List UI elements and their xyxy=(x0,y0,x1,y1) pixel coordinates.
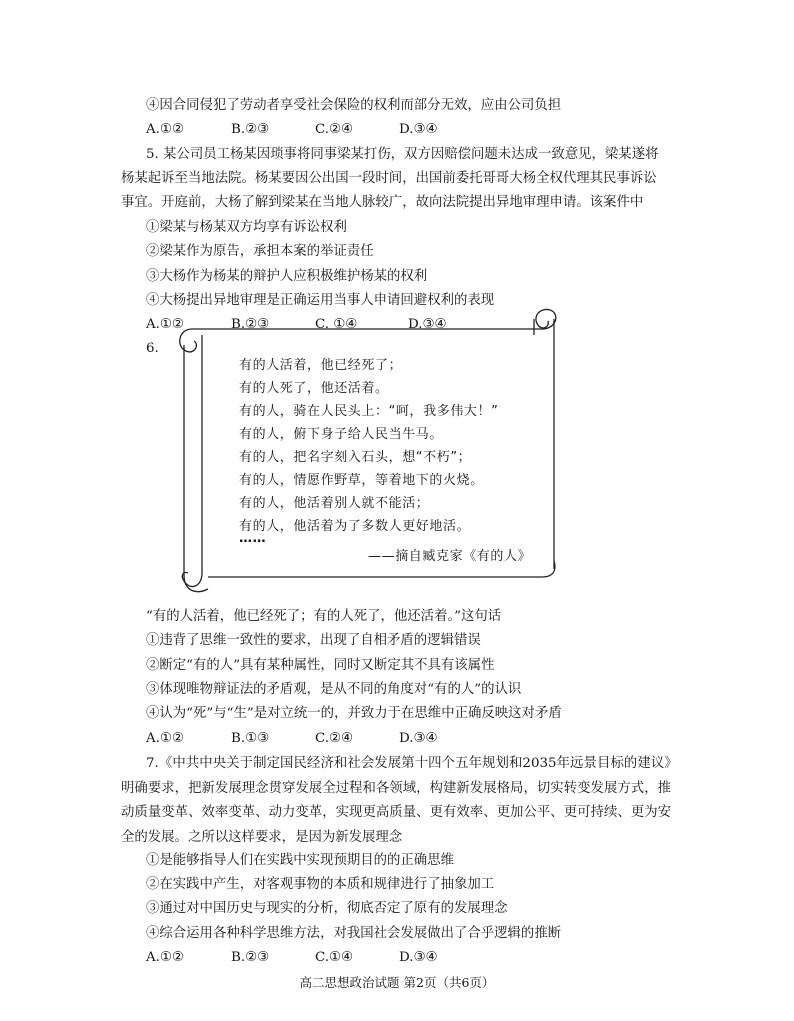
q7-option-1: ①是能够指导人们在实践中实现预期目的的正确思维 xyxy=(146,853,454,868)
poem-ellipsis: …… xyxy=(239,531,267,546)
q6-stem: “有的人活着，他已经死了；有的人死了，他还活着。”这句话 xyxy=(146,609,502,624)
poem-line-4: 有的人，俯下身子给人民当牛马。 xyxy=(239,427,444,442)
q5-stem-line-3: 事宜。开庭前，大杨了解到梁某在当地人脉较广，故向法院提出异地审理申请。该案件中 xyxy=(121,195,644,210)
poem-line-3: 有的人，骑在人民头上：“呵，我多伟大！” xyxy=(239,404,499,419)
q6-option-3: ③体现唯物辩证法的矛盾观，是从不同的角度对“有的人”的认识 xyxy=(146,682,522,697)
q6-number: 6. xyxy=(146,341,159,356)
q4-choice-d: D.③④ xyxy=(399,122,438,137)
poem-line-6: 有的人，情愿作野草，等着地下的火烧。 xyxy=(239,473,484,488)
q4-option-4: ④因合同侵犯了劳动者享受社会保险的权利而部分无效，应由公司负担 xyxy=(146,98,562,113)
q4-choice-a: A.①② xyxy=(146,122,184,137)
q7-option-3: ③通过对中国历史与现实的分析，彻底否定了原有的发展理念 xyxy=(146,901,508,916)
q7-option-2: ②在实践中产生，对客观事物的本质和规律进行了抽象加工 xyxy=(146,877,495,892)
q6-choice-d: D.③④ xyxy=(399,731,438,746)
q6-choice-a: A.①② xyxy=(146,731,184,746)
q5-stem-line-2: 杨某起诉至当地法院。杨某要因公出国一段时间，出国前委托哥哥大杨全权代理其民事诉讼 xyxy=(121,171,657,186)
poem-line-8: 有的人，他活着为了多数人更好地活。 xyxy=(239,519,471,534)
q7-choice-a: A.①② xyxy=(146,950,184,965)
q5-option-3: ③大杨作为杨某的辩护人应积极维护杨某的权利 xyxy=(146,269,428,284)
q6-option-2: ②断定“有的人”具有某种属性，同时又断定其不具有该属性 xyxy=(146,658,495,673)
q5-option-4: ④大杨提出异地审理是正确运用当事人申请回避权利的表现 xyxy=(146,293,495,308)
q5-choice-c: C. ①④ xyxy=(315,317,358,332)
q5-option-2: ②梁某作为原告，承担本案的举证责任 xyxy=(146,244,374,259)
q7-choice-d: D.③④ xyxy=(399,950,438,965)
q4-choice-b: B.②③ xyxy=(231,122,270,137)
page-footer: 高二思想政治试题 第2页（共6页） xyxy=(299,975,495,990)
q6-option-4: ④认为“死”与“生”是对立统一的，并致力于在思维中正确反映这对矛盾 xyxy=(146,706,562,721)
q5-choice-b: B.②③ xyxy=(231,317,270,332)
q7-choice-b: B.②③ xyxy=(231,950,270,965)
poem-line-5: 有的人，把名字刻入石头，想“不朽”； xyxy=(239,450,472,465)
poem-line-2: 有的人死了，他还活着。 xyxy=(239,381,389,396)
q5-stem-line-1: 5. 某公司员工杨某因琐事将同事梁某打伤，双方因赔偿问题未达成一致意见，梁某遂将 xyxy=(146,147,659,162)
q4-choice-c: C.②④ xyxy=(315,122,354,137)
poem-line-1: 有的人活着，他已经死了； xyxy=(239,358,403,373)
q7-choice-c: C.①④ xyxy=(315,950,354,965)
q5-choice-d: D.③④ xyxy=(408,317,447,332)
q5-option-1: ①梁某与杨某双方均享有诉讼权利 xyxy=(146,220,347,235)
q7-stem: 7.《中共中央关于制定国民经济和社会发展第十四个五年规划和2035年远景目标的建议》明确要求，把新发展理念贯穿发展全过程和各领域，构建新发展格局，切实转变发展方式，推动质量变革、效率变革、动力变革，实现更高质量、更有效率、更加公平、更可持续、更为安全的发展。之所以这样要求，是因为新发展理念 xyxy=(121,756,671,845)
q5-choice-a: A.①② xyxy=(146,317,184,332)
poem-line-7: 有的人，他活着别人就不能活； xyxy=(239,496,430,511)
q6-choice-b: B.①③ xyxy=(231,731,270,746)
poem-source: ——摘自臧克家《有的人》 xyxy=(368,549,532,564)
q6-option-1: ①违背了思维一致性的要求，出现了自相矛盾的逻辑错误 xyxy=(146,633,481,648)
q6-choice-c: C.②④ xyxy=(315,731,354,746)
q7-option-4: ④综合运用各种科学思维方法，对我国社会发展做出了合乎逻辑的推断 xyxy=(146,926,562,941)
